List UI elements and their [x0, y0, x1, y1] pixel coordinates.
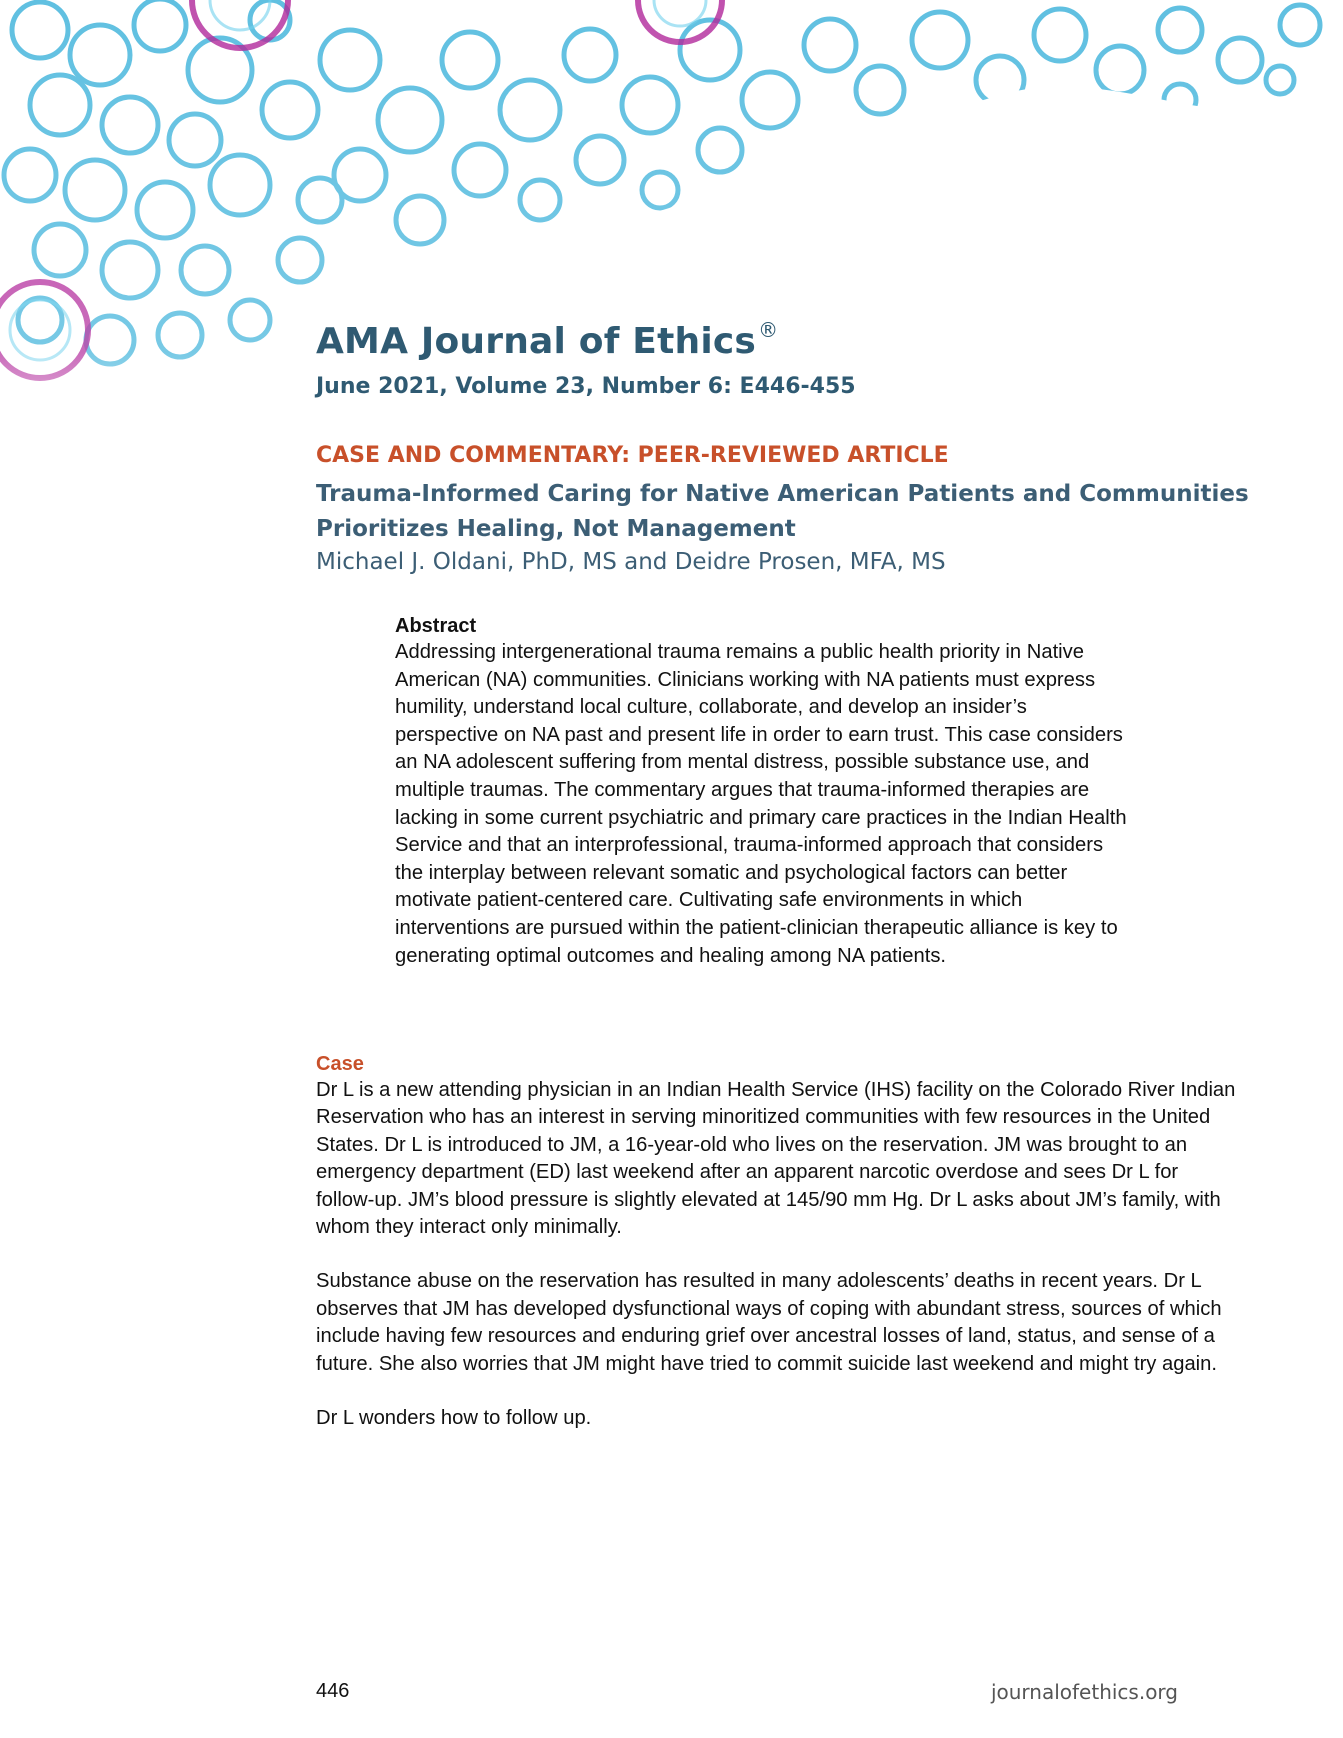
case-paragraph: Dr L is a new attending physician in an Indian Health Service (IHS) facility on the Colorado River Indian Reservation who has an interest in serving minoritized communities with few resources in the United States. Dr L is introduced to JM, a 16-year-old who lives on the reservation. JM was brought to an emergency department (ED) last weekend after an apparent narcotic overdose and sees Dr L for follow-up. JM’s blood pressure is slightly elevated at 145/90 mm Hg. Dr L asks about JM’s family, with whom they interact only minimally. [316, 1079, 1236, 1239]
journal-name: AMA Journal of Ethics [316, 321, 757, 362]
journal-website-link[interactable]: journalofethics.org [990, 1680, 1178, 1704]
case-paragraph: Substance abuse on the reservation has resulted in many adolescents’ deaths in recent years. Dr L observes that JM has developed dysfunctional ways of coping with abundant stress, sources of which include having few resources and enduring grief over ancestral losses of land, status, and sense of a future. She also worries that JM might have tried to commit suicide last weekend and might try again. [316, 1270, 1222, 1375]
case-paragraph: Dr L wonders how to follow up. [316, 1407, 592, 1430]
abstract-section [395, 613, 1135, 970]
abstract-heading: Abstract [395, 615, 477, 637]
registered-mark: ® [758, 318, 779, 342]
article-title: Trauma-Informed Caring for Native American Patients and Communities Prioritizes Healing, Not Management [316, 481, 1249, 542]
case-section [316, 1051, 1236, 1459]
cellular-header-image [0, 0, 1343, 470]
abstract-text: Addressing intergenerational trauma remains a public health priority in Native American (NA) communities. Clinicians working with NA patients must express humility, understand local culture, collaborate, and develop an insider’s perspective on NA past and present life in order to earn trust. This case considers an NA adolescent suffering from mental distress, possible substance use, and multiple traumas. The commentary argues that trauma-informed therapies are lacking in some current psychiatric and primary care practices in the Indian Health Service and that an interprofessional, trauma-informed approach that considers the interplay between relevant somatic and psychological factors can better motivate patient-centered care. Cultivating safe environments in which interventions are pursued within the patient-clinician therapeutic alliance is key to generating optimal outcomes and healing among NA patients. [395, 641, 1127, 967]
issue-info: June 2021, Volume 23, Number 6: E446-455 [316, 374, 856, 399]
article-authors: Michael J. Oldani, PhD, MS and Deidre Prosen, MFA, MS [316, 549, 946, 575]
page-number: 446 [316, 1680, 350, 1702]
journal-title [316, 318, 778, 362]
section-label: CASE AND COMMENTARY: PEER-REVIEWED ARTICLE [316, 443, 949, 468]
case-heading: Case [316, 1053, 364, 1075]
